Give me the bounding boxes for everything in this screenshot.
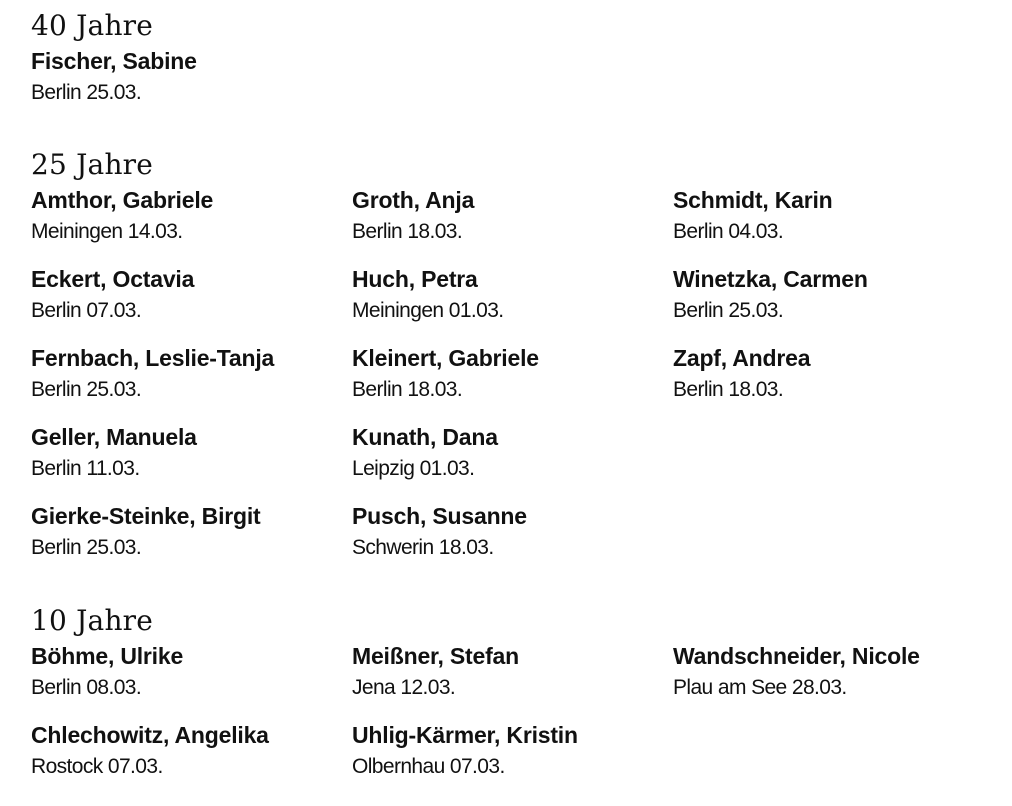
list-item (352, 185, 673, 248)
place-date: Berlin 25.03. (31, 81, 142, 104)
place-date: Berlin 04.03. (673, 220, 784, 243)
person-name: Gierke-Steinke, Birgit (31, 503, 261, 529)
list-item (31, 264, 352, 327)
person-name: Uhlig-Kärmer, Kristin (352, 722, 578, 748)
person-name: Böhme, Ulrike (31, 643, 184, 669)
section-title: 10 Jahre (31, 604, 154, 637)
entries-grid (31, 46, 994, 109)
place-date: Rostock 07.03. (31, 755, 163, 778)
section-40-jahre (31, 6, 994, 109)
section-title: 40 Jahre (31, 9, 154, 42)
person-name: Zapf, Andrea (673, 345, 811, 371)
list-item (352, 501, 673, 564)
person-name: Meißner, Stefan (352, 643, 519, 669)
list-item (31, 185, 352, 248)
person-name: Amthor, Gabriele (31, 187, 214, 213)
place-date: Berlin 25.03. (673, 299, 784, 322)
person-name: Kunath, Dana (352, 424, 498, 450)
list-item (673, 264, 994, 327)
entries-grid (31, 185, 994, 564)
place-date: Olbernhau 07.03. (352, 755, 505, 778)
person-name: Eckert, Octavia (31, 266, 195, 292)
section-10-jahre (31, 601, 994, 783)
place-date: Berlin 25.03. (31, 378, 142, 401)
entries-grid (31, 641, 994, 783)
list-item (31, 422, 352, 485)
list-item (352, 264, 673, 327)
person-name: Fernbach, Leslie-Tanja (31, 345, 275, 371)
place-date: Schwerin 18.03. (352, 536, 494, 559)
list-item (673, 641, 994, 704)
place-date: Meiningen 01.03. (352, 299, 504, 322)
place-date: Berlin 18.03. (352, 220, 463, 243)
place-date: Berlin 11.03. (31, 457, 140, 480)
list-item (31, 641, 352, 704)
person-name: Fischer, Sabine (31, 48, 197, 74)
person-name: Huch, Petra (352, 266, 478, 292)
list-item (31, 46, 352, 109)
list-item (352, 422, 673, 485)
person-name: Geller, Manuela (31, 424, 197, 450)
section-25-jahre (31, 145, 994, 564)
place-date: Plau am See 28.03. (673, 676, 847, 699)
section-title: 25 Jahre (31, 148, 154, 181)
person-name: Groth, Anja (352, 187, 475, 213)
place-date: Berlin 18.03. (673, 378, 784, 401)
list-item (31, 343, 352, 406)
place-date: Meiningen 14.03. (31, 220, 183, 243)
person-name: Pusch, Susanne (352, 503, 527, 529)
list-item (673, 343, 994, 406)
person-name: Wandschneider, Nicole (673, 643, 920, 669)
person-name: Winetzka, Carmen (673, 266, 868, 292)
place-date: Jena 12.03. (352, 676, 456, 699)
list-item (352, 641, 673, 704)
place-date: Berlin 18.03. (352, 378, 463, 401)
person-name: Kleinert, Gabriele (352, 345, 539, 371)
place-date: Berlin 07.03. (31, 299, 142, 322)
place-date: Berlin 25.03. (31, 536, 142, 559)
list-item (352, 720, 673, 783)
person-name: Chlechowitz, Angelika (31, 722, 269, 748)
person-name: Schmidt, Karin (673, 187, 833, 213)
list-item (673, 185, 994, 248)
list-item (31, 501, 352, 564)
list-item (352, 343, 673, 406)
place-date: Leipzig 01.03. (352, 457, 475, 480)
list-item (31, 720, 352, 783)
place-date: Berlin 08.03. (31, 676, 142, 699)
